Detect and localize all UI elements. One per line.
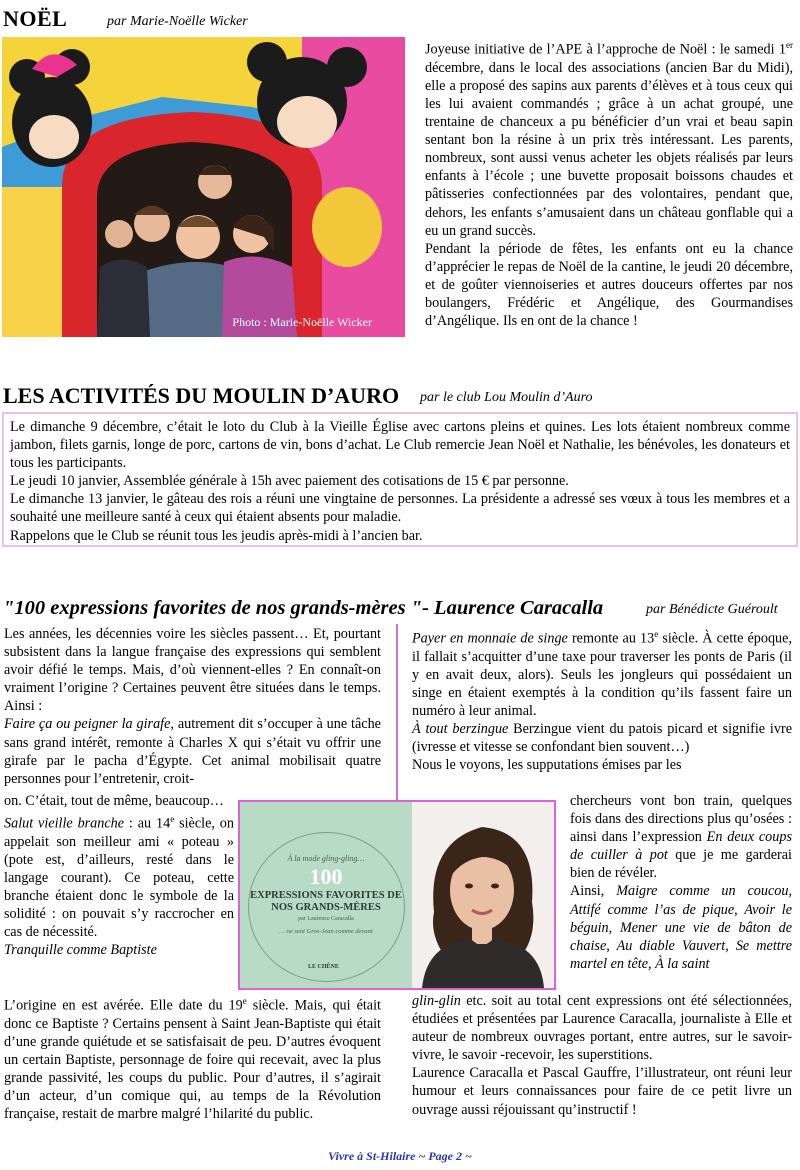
noel-paragraph-1: Joyeuse initiative de l’APE à l’approche de Noël : le samedi 1er décembre, dans le local des associations (ancien Bar du Midi), elle a proposé des sapins aux parents d’élèves et à tous ceux qui les lui avaient commandés ; grâce à un achat groupé, une trentaine de chanceux a pu bénéficier d’un vrai et beau sapin sentant bon la résine à un prix très intéressant. Les parents, nombreux, sont aussi venus acheter les objets réalisés par leurs enfants à l’école ; une buvette proposait boissons chaudes et pâtisseries confectionnées par des volontaires, pendant que, dehors, les enfants s’amusaient dans un château gonflable qui a eu un grand succès.	[425, 40, 793, 239]
book-cover	[240, 802, 412, 988]
left-column-top	[4, 625, 381, 788]
right-column-top	[412, 625, 792, 774]
berzingue-paragraph: À tout berzingue Berzingue vient du patois picard et signifie ivre (ivresse et vitesse se confondant bien souvent…)	[412, 721, 792, 756]
girafe-paragraph: Faire ça ou peigner la girafe, autrement dit s’occuper à une tâche sans grand intérêt, remonte à Charles X qui s’était vu offrir une girafe par le pacha d’Égypte. Cet animal mobilisait quatre personnes pour l’entretenir, croit-	[4, 716, 381, 787]
column-divider	[396, 624, 398, 800]
moulin-byline: par le club Lou Moulin d’Auro	[420, 390, 593, 405]
branche-paragraph: Salut vieille branche : au 14e siècle, on appelait son meilleur ami « poteau » (pote est, d’ailleurs, resté dans le langage courant). Ce poteau, cette branche étaient donc le symbole de la solidité : on pouvait s’y raccrocher en cas de nécessité.	[4, 814, 234, 941]
left-column-wrap	[4, 792, 234, 960]
chercheurs-paragraph: chercheurs vont bon train, quelques fois dans des directions plus qu’osées : ainsi dans l’expression En deux coups de cuiller à pot que je me garderai bien de révéler.	[570, 793, 792, 882]
right-column-bottom	[412, 992, 792, 1119]
noel-article-text	[425, 36, 793, 330]
photo-credit: Photo : Marie-Noëlle Wicker	[232, 315, 372, 329]
cover-seal-top: À la mode gling-gling…	[287, 854, 365, 863]
supputations-line: Nous le voyons, les supputations émises par les	[412, 757, 682, 774]
cover-author: par Laurence Caracalla	[298, 916, 354, 922]
book-insert	[238, 800, 556, 990]
cover-publisher-logo: LE CHÊNE	[308, 964, 339, 970]
moulin-paragraph: Le dimanche 9 décembre, c’était le loto du Club à la Vieille Église avec cartons pleins et quines. Les lots étaient nombreux comme jambon, filets garnis, longe de porc, cartons de vin, bons d’achat. Le Club remercie Jean Noël et Nathalie, les bénévoles, les donateurs et tous les participants.	[10, 419, 790, 472]
expressions-list: Ainsi, Maigre comme un coucou, Attifé comme l’as de pique, Avoir le béguin, Mener une vie de bâton de chaise, Au diable Vauvert, Se mettre martel en tête, À la saint	[570, 883, 792, 972]
singe-paragraph: Payer en monnaie de singe remonte au 13e siècle. À cette époque, il fallait s’acquitter d’une taxe pour traverser les ponts de Paris (il y en avait deux, alors). Seuls les jongleurs qui possédaient un singe en étaient exemptés à la condition qu’ils fassent faire un numéro à leur animal.	[412, 629, 792, 720]
right-column-wrap	[570, 792, 792, 973]
moulin-paragraph: Le dimanche 13 janvier, le gâteau des rois a réuni une vingtaine de personnes. La présidente a adressé ses vœux à tous les membres et a souhaité une meilleure santé à ceux qui étaient absents pour maladie.	[10, 491, 790, 526]
left-column-bottom	[4, 992, 381, 1123]
baptiste-paragraph: L’origine en est avérée. Elle date du 19e siècle. Mais, qui était donc ce Baptiste ? Certains pensent à Saint Jean-Baptiste qui était d’une grande quiétude et se satisfaisait de peu. D’autres évoquent un certain Baptiste, personnage de foire qui recevait, avec la plus grande passivité, les coups du public. Pour d’autres, il s’agirait d’un acteur, d’un comique qui, au temps de la Révolution française, restait de marbre malgré l’hilarité du public.	[4, 996, 381, 1123]
intro-paragraph: Les années, les décennies voire les siècles passent… Et, pourtant subsistent dans la langue française des expressions qui semblent avoir défié le temps. Mais, d’où viennent-elles ? En connaît-on vraiment l’origine ? Certaines peuvent être situées dans le temps. Ainsi :	[4, 626, 381, 715]
book-byline: par Bénédicte Guéroult	[646, 602, 778, 617]
selection-paragraph: glin-glin etc. soit au total cent expressions ont été sélectionnées, étudiées et présentées par Laurence Caracalla, journaliste à Elle et auteur de nombreux ouvrages portant, entre autres, sur le savoir-vivre, le savoir -recevoir, les superstitions.	[412, 993, 792, 1064]
cover-title: EXPRESSIONS FAVORITES DE NOS GRANDS-MÈRES	[250, 890, 402, 913]
noel-byline: par Marie-Noëlle Wicker	[107, 14, 248, 29]
moulin-box	[2, 412, 798, 547]
conclusion-paragraph: Laurence Caracalla et Pascal Gauffre, l’illustrateur, ont réuni leur humour et leurs connaissances pour faire de ce petit livre un ouvrage aussi réjouissant qu’instructif !	[412, 1065, 792, 1118]
cover-number: 100	[309, 864, 343, 889]
noel-paragraph-2: Pendant la période de fêtes, les enfants ont eu la chance d’apprécier le repas de Noël de la cantine, le jeudi 20 décembre, et de goûter viennoiseries et autres douceurs offertes par nos boulangers, Frédéric et Angélique, des Gourmandises d’Angélique. Ils en ont de la chance !	[425, 240, 793, 330]
author-portrait-image	[412, 802, 554, 988]
cover-subtitle: … ne sent Gros-Jean comme devant	[279, 928, 373, 935]
moulin-paragraph: Rappelons que le Club se réunit tous les jeudis après-midi à l’ancien bar.	[10, 527, 423, 544]
book-article-title: "100 expressions favorites de nos grands-mères "- Laurence Caracalla	[3, 597, 604, 619]
beaucoup-paragraph: on. C’était, tout de même, beaucoup…	[4, 793, 224, 809]
page-footer: Vivre à St-Hilaire ~ Page 2 ~	[328, 1149, 472, 1163]
noel-photo	[2, 37, 405, 337]
bouncy-castle-children-image	[2, 37, 405, 337]
moulin-paragraph: Le jeudi 10 janvier, Assemblée générale à 15h avec paiement des cotisations de 15 € par personne.	[10, 473, 569, 490]
author-photo	[412, 802, 554, 988]
noel-title: NOËL	[3, 6, 68, 31]
baptiste-heading: Tranquille comme Baptiste	[4, 942, 157, 959]
moulin-title: LES ACTIVITÉS DU MOULIN D’AURO	[3, 383, 400, 408]
